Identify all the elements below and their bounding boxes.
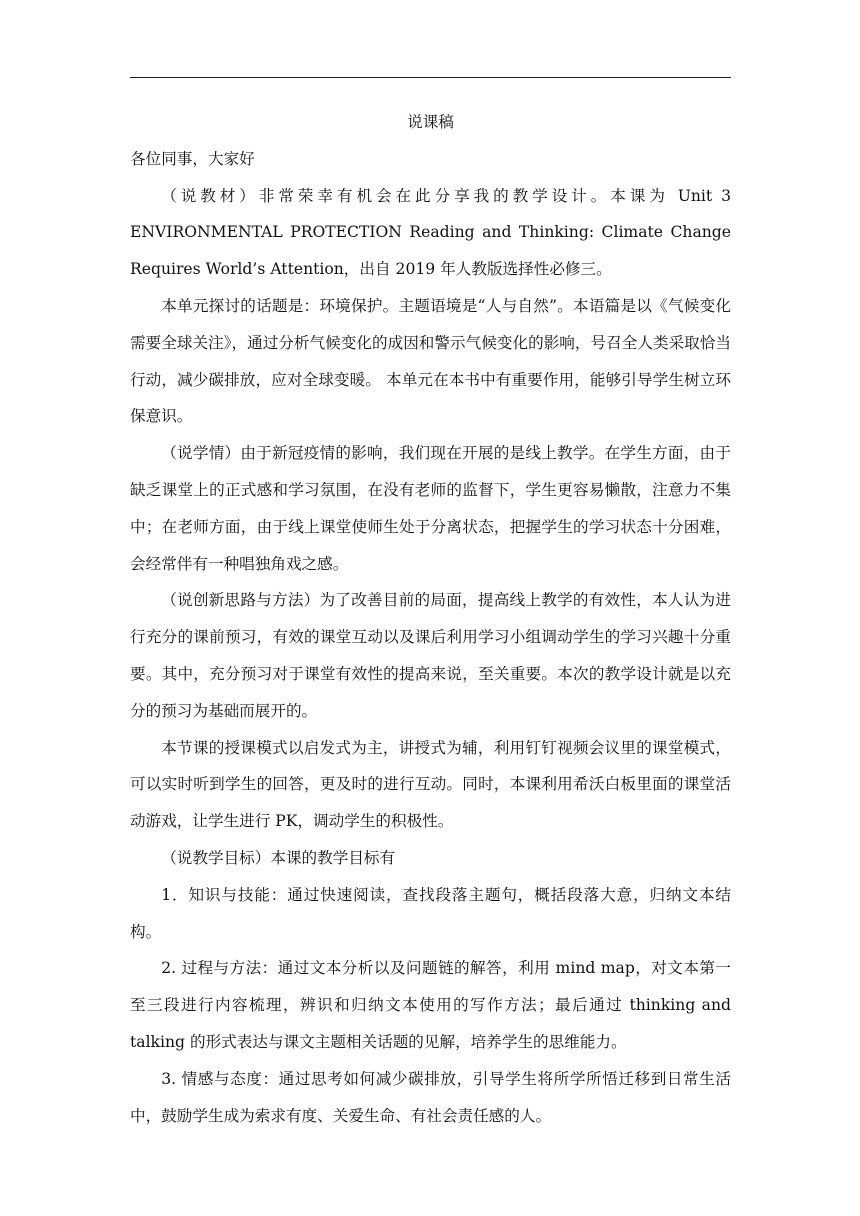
paragraph-objectives-intro: （说教学目标）本课的教学目标有 — [161, 848, 396, 867]
header-rule — [130, 77, 731, 78]
paragraph-objective-emotion: 3. 情感与态度：通过思考如何减少碳排放，引导学生将所学所悟迁移到日常生活中，鼓励学生成为索求有度、关爱生命、有社会责任感的人。 — [130, 1069, 731, 1125]
paragraph-unit-topic: 本单元探讨的话题是：环境保护。主题语境是“人与自然”。本语篇是以《气候变化需要全球关注》，通过分析气候变化的成因和警示气候变化的影响，号召全人类采取恰当行动，减少碳排放，应对全球变暖。 本单元在本书中有重要作用，能够引导学生树立环保意识。 — [130, 296, 731, 426]
paragraph-objective-process: 2. 过程与方法：通过文本分析以及问题链的解答，利用 mind map，对文本第一至三段进行内容梳理，辨识和归纳文本使用的写作方法；最后通过 thinking and talking 的形式表达与课文主题相关话题的见解，培养学生的思维能力。 — [130, 959, 731, 1051]
paragraph-objective-knowledge: 1．知识与技能：通过快速阅读，查找段落主题句，概括段落大意，归纳文本结构。 — [130, 885, 731, 941]
paragraph-textbook: （说教材）非常荣幸有机会在此分享我的教学设计。本课为 Unit 3 ENVIRONMENTAL PROTECTION Reading and Thinking: Climate Change Requires World’s Attention，出自 2019 年人教版选择性必修三。 — [130, 186, 731, 279]
document-title: 说课稿 — [407, 113, 454, 131]
paragraph-student-situation: （说学情）由于新冠疫情的影响，我们现在开展的是线上教学。在学生方面，由于缺乏课堂上的正式感和学习氛围，在没有老师的监督下，学生更容易懒散，注意力不集中；在老师方面，由于线上课堂使师生处于分离状态，把握学生的学习状态十分困难，会经常伴有一种唱独角戏之感。 — [130, 444, 731, 573]
document-body — [130, 104, 731, 1134]
paragraph-innovation-method: （说创新思路与方法）为了改善目前的局面，提高线上教学的有效性，本人认为进行充分的课前预习，有效的课堂互动以及课后利用学习小组调动学生的学习兴趣十分重要。其中，充分预习对于课堂有效性的提高来说，至关重要。本次的教学设计就是以充分的预习为基础而展开的。 — [130, 591, 731, 720]
greeting-line: 各位同事，大家好 — [130, 149, 255, 168]
paragraph-teaching-mode: 本节课的授课模式以启发式为主，讲授式为辅，利用钉钉视频会议里的课堂模式，可以实时听到学生的回答，更及时的进行互动。同时，本课利用希沃白板里面的课堂活动游戏，让学生进行 PK，调动学生的积极性。 — [130, 738, 731, 831]
